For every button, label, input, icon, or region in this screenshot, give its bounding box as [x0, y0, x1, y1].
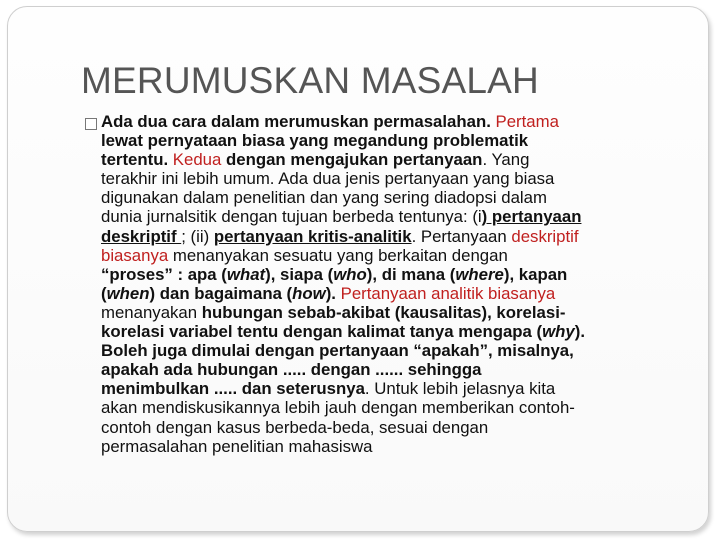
text-run: ).	[325, 283, 341, 303]
text-run: how	[292, 283, 326, 303]
text-run: when	[106, 283, 150, 303]
text-run: who	[333, 264, 367, 284]
text-run: ). Boleh juga dimulai dengan pertanyaan “apakah”, misalnya, apakah ada hubungan ..... dengan ...... sehingga menimbulkan ..... dan seterusnya	[101, 322, 586, 399]
text-run: . Pertanyaan	[411, 226, 512, 246]
text-run: ) dan bagaimana (	[149, 283, 293, 303]
text-run: menanyakan	[101, 302, 198, 322]
text-run: ), di mana (	[366, 264, 456, 284]
text-run: deskriptif biasanya	[101, 226, 579, 265]
square-bullet-icon	[85, 118, 97, 130]
text-run: lewat pernyataan biasa yang megandung problematik tertentu.	[101, 131, 529, 170]
text-run: dengan mengajukan pertanyaan	[221, 150, 483, 170]
text-run: ) pertanyaan deskriptif	[101, 207, 582, 246]
text-run: what	[226, 264, 266, 284]
text-run: “proses” : apa (	[101, 264, 227, 284]
slide-title: MERUMUSKAN MASALAH	[81, 60, 539, 101]
text-run: Pertama	[495, 112, 559, 131]
text-run: menanyakan sesuatu yang berkaitan dengan	[172, 245, 508, 265]
text-run: where	[455, 264, 504, 284]
text-run: why	[542, 322, 575, 342]
text-run: ; (ii)	[181, 226, 214, 246]
text-run: ), kapan (	[101, 264, 568, 303]
text-run: Kedua	[172, 150, 222, 170]
text-run: . Yang terakhir ini lebih umum. Ada dua jenis pertanyaan yang biasa digunakan dalam penelitian dan yang sering diadopsi dalam dunia jurnalsitik dengan tujuan berbeda tentunya: (i	[101, 150, 555, 227]
body-paragraph	[101, 112, 687, 456]
text-run: ), siapa (	[265, 264, 334, 284]
text-run: Ada dua cara dalam merumuskan permasalahan.	[101, 112, 496, 131]
text-run: Pertanyaan analitik biasanya	[340, 283, 556, 303]
text-run: . Untuk lebih jelasnya kita akan mendiskusikannya lebih jauh dengan memberikan contoh- contoh dengan kasus berbeda-beda, sesuai dengan permasalahan penelitian mahasiswa	[101, 379, 575, 456]
text-run: pertanyaan kritis-analitik	[213, 226, 412, 246]
text-run: hubungan sebab-akibat (kausalitas), korelasi- korelasi variabel tentu dengan kalimat tanya mengapa (	[101, 302, 566, 342]
